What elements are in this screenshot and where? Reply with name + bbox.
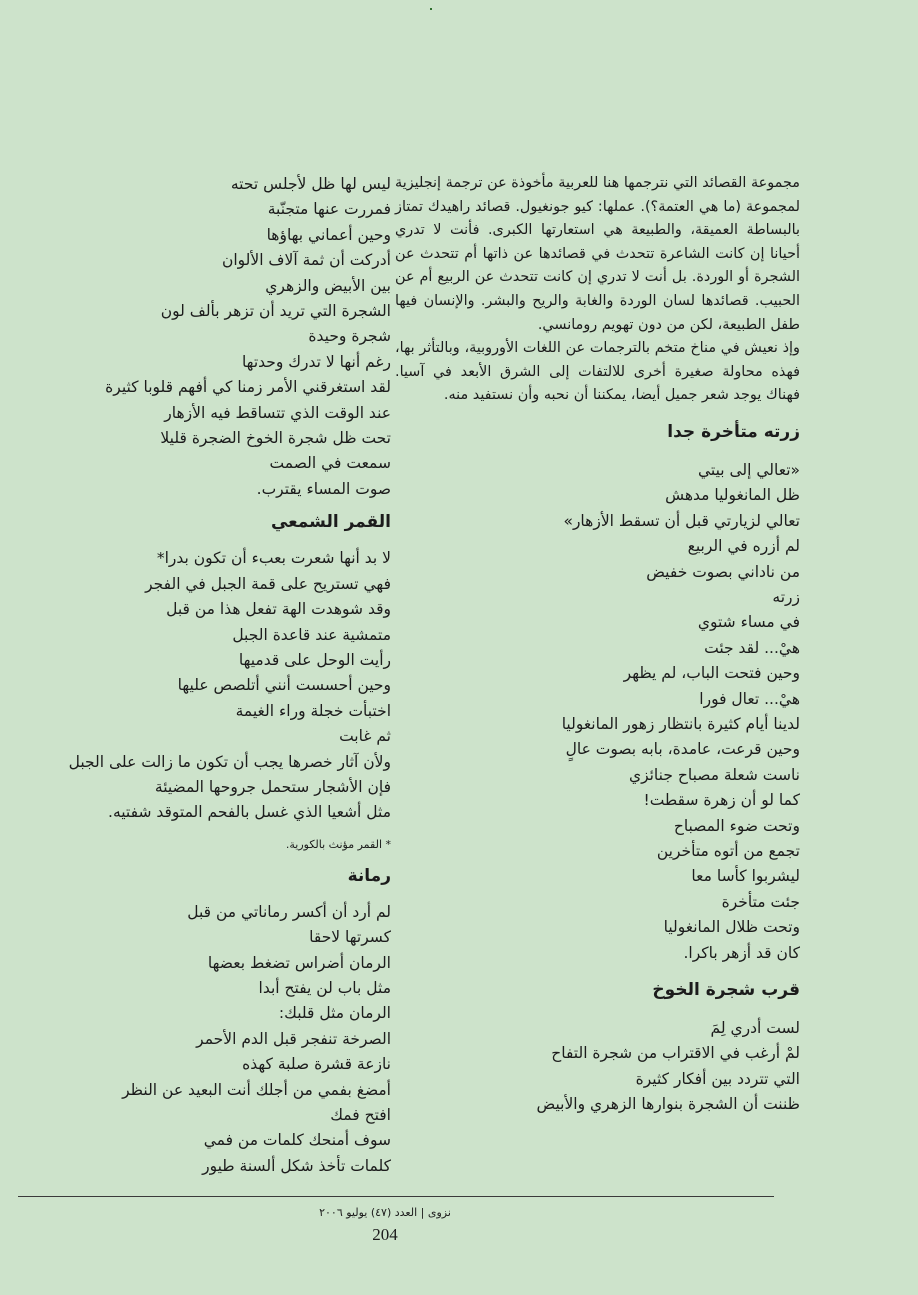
poem-line: في مساء شتوي — [697, 613, 800, 632]
poem-line: كما لو أن زهرة سقطت! — [643, 791, 800, 810]
poem-line: فإن الأشجار ستحمل جروحها المضيئة — [154, 777, 391, 796]
poem-line: سمعت في الصمت — [269, 454, 391, 473]
poem-line: لست أدري لِمَ — [710, 1019, 800, 1038]
poem-line: أمضغ بفمي من أجلك أنت البعيد عن النظر — [122, 1080, 391, 1099]
poem-line: هيْ... تعال فورا — [699, 689, 800, 708]
poem-line: رأيت الوحل على قدميها — [238, 650, 391, 669]
poem-peach-tree-continued — [19, 172, 391, 502]
poem-line: وحين فتحت الباب، لم يظهر — [623, 664, 800, 683]
poem-peach-tree — [395, 1016, 800, 1118]
poem-line: بين الأبيض والزهري — [265, 276, 391, 295]
poem-line: نازعة قشرة صلبة كهذه — [242, 1055, 391, 1074]
poem-line: متمشية عند قاعدة الجبل — [232, 625, 391, 644]
poem-line: «تعالي إلى بيتي — [697, 460, 800, 479]
poem-line: شجرة وحيدة — [308, 327, 391, 346]
poem-line: كان قد أزهر باكرا. — [683, 943, 800, 962]
poem-line: وحين أحسست أنني أتلصص عليها — [177, 676, 391, 695]
footer-divider — [18, 1196, 774, 1197]
poem-line: مثل باب لن يفتح أبدا — [258, 978, 391, 997]
poem-line: لمْ أرغب في الاقتراب من شجرة التفاح — [551, 1044, 800, 1063]
intro-paragraph-2: وإذ نعيش في مناخ متخم بالترجمات عن اللغات الأوروبية، وبالتأثر بها، فهذه محاولة صغيرة أخرى للالتفات إلى الشرق الأبعد في آسيا. فهناك يوجد شعر جميل أيضا، يمكننا أن نحبه وأن نستفيد منه. — [395, 340, 800, 404]
footer-meta — [0, 1206, 770, 1219]
poem-line: زرته — [772, 587, 800, 606]
poem-line: وحين أعماني بهاؤها — [266, 225, 391, 244]
poem-line: سوف أمنحك كلمات من فمي — [203, 1131, 391, 1150]
page-number: 204 — [372, 1225, 398, 1244]
poem-visited-late — [395, 458, 800, 966]
poem-line: ليشربوا كأسا معا — [691, 867, 800, 886]
poem-line: تحت ظل شجرة الخوخ الضجرة قليلا — [160, 429, 391, 448]
poem-line: الرمان مثل قلبك: — [278, 1004, 391, 1023]
poem-pomegranate — [19, 900, 391, 1179]
poem-title-visited-late: زرته متأخرة جدا — [667, 421, 800, 442]
poem-line: لقد استغرقني الأمر زمنا كي أفهم قلوبا كثيرة — [105, 378, 391, 397]
poem-line: تعالي لزيارتي قبل أن تسقط الأزهار» — [563, 511, 800, 530]
poem-line: أدركت أن ثمة آلاف الألوان — [221, 251, 391, 270]
poem-line: ظل المانغوليا مدهش — [665, 486, 800, 505]
poem-line: الشجرة التي تريد أن تزهر بألف لون — [160, 302, 391, 321]
poem-line: وتحت ضوء المصباح — [673, 816, 800, 835]
poem-line: لدينا أيام كثيرة بانتظار زهور المانغوليا — [561, 715, 800, 733]
intro-paragraph-1: مجموعة القصائد التي نترجمها هنا للعربية مأخوذة عن ترجمة إنجليزية لمجموعة (ما هي العتمة؟). عملها: كيو جونغيول. قصائد راهيدك تمتاز بالبساطة العميقة، والطبيعة هي استعارتها الكبرى. فأنت لا تدري أحيانا إن كانت الشاعرة تتحدث في قصائدها عن ذاتها أم تتحدث عن الشجرة أو الوردة. بل أنت لا تدري إن كانت تتحدث عن الربيع أم عن الحبيب. قصائدها لسان الوردة والغابة والريح والبشر. والإنسان فيها طفل الطبيعة، لكن من دون تهويم رومانسي. — [395, 175, 800, 333]
poem-line: رغم أنها لا تدرك وحدتها — [241, 352, 391, 371]
poem-line: اختبأت خجلة وراء الغيمة — [235, 701, 391, 720]
poem-line: كسرتها لاحقا — [309, 928, 391, 947]
footnote: * القمر مؤنث بالكورية. — [285, 837, 391, 851]
right-column — [395, 172, 800, 1118]
poem-line: ظننت أن الشجرة بنوارها الزهري والأبيض — [536, 1095, 800, 1114]
poem-line: من ناداني بصوت خفيض — [646, 562, 800, 581]
poem-line: كلمات تأخذ شكل ألسنة طيور — [202, 1156, 391, 1175]
footer-separator: | — [417, 1206, 425, 1219]
poem-line: صوت المساء يقترب. — [256, 479, 391, 498]
poem-line: مثل أشعيا الذي غسل بالفحم المتوقد شفتيه. — [108, 803, 391, 822]
poem-line: لم أزره في الربيع — [687, 537, 800, 556]
poem-line: وتحت ظلال المانغوليا — [663, 918, 800, 937]
poem-line: ثم غابت — [339, 727, 391, 746]
poem-line: عند الوقت الذي تتساقط فيه الأزهار — [164, 403, 391, 422]
poem-waxen-moon — [19, 546, 391, 825]
poem-title-waxen-moon: القمر الشمعي — [270, 512, 391, 533]
poem-line: لا بد أنها شعرت بعبء أن تكون بدرا* — [156, 549, 391, 568]
poem-line: ناست شعلة مصباح جنائزي — [628, 765, 800, 784]
poem-line: هيْ... لقد جئت — [704, 638, 800, 657]
poem-line: الرمان أضراس تضغط بعضها — [207, 953, 391, 972]
poem-line: الصرخة تنفجر قبل الدم الأحمر — [196, 1029, 391, 1048]
poem-line: تجمع من أتوه متأخرين — [656, 842, 800, 861]
poem-title-peach-tree: قرب شجرة الخوخ — [652, 980, 800, 1001]
poem-line: ليس لها ظل لأجلس تحته — [230, 175, 391, 193]
poem-line: ولأن آثار خصرها يجب أن تكون ما زالت على الجبل — [68, 752, 391, 771]
poem-line: التي تتردد بين أفكار كثيرة — [635, 1069, 800, 1088]
poem-line: وحين قرعت، عامدة، بابه بصوت عالٍ — [565, 740, 800, 759]
left-column — [19, 172, 391, 1179]
issue-info: العدد (٤٧) يوليو ٢٠٠٦ — [319, 1206, 418, 1219]
poem-line: وقد شوهدت الهة تفعل هذا من قبل — [166, 600, 391, 619]
poem-title-pomegranate: رمانة — [347, 865, 391, 886]
journal-name: نزوى — [427, 1206, 451, 1219]
scan-mark — [430, 8, 432, 10]
poem-line: لم أرد أن أكسر رماناتي من قبل — [187, 902, 391, 921]
poem-line: جئت متأخرة — [721, 892, 800, 911]
poem-line: فمررت عنها متجنّبة — [267, 200, 391, 219]
poem-line: فهي تستريح على قمة الجبل في الفجر — [145, 574, 391, 593]
poem-line: افتح فمك — [330, 1106, 391, 1124]
